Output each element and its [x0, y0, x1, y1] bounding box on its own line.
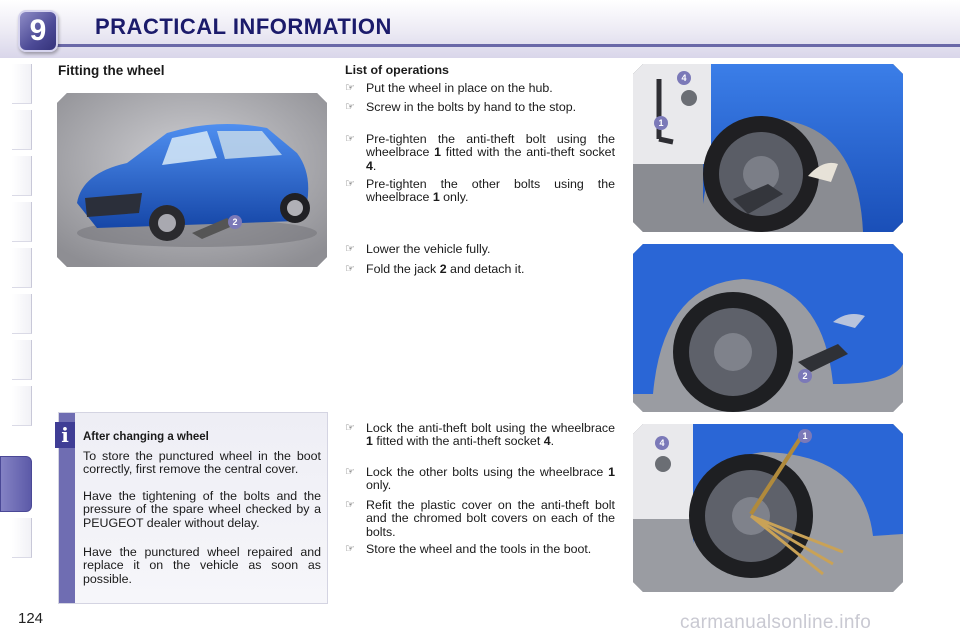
figure-label-1: 1	[654, 116, 668, 130]
watermark: carmanualsonline.info	[680, 612, 872, 633]
car-illustration	[57, 93, 327, 267]
operation-item: ☞ Lock the anti-theft bolt using the wheelbrace 1 fitted with the anti-theft socket 4.	[345, 421, 615, 449]
figure-label-1b: 1	[798, 429, 812, 443]
figure-lower-vehicle	[633, 244, 903, 412]
info-paragraph: Have the punctured wheel repaired and replace it on the vehicle as soon as possible.	[83, 545, 321, 586]
operation-item: ☞ Refit the plastic cover on the anti-theft bolt and the chromed bolt covers on each of the bolts.	[345, 498, 615, 539]
bullet-hand-icon: ☞	[345, 133, 355, 145]
info-paragraph: Have the tightening of the bolts and the pressure of the spare wheel checked by a PEUGEOT dealer without delay.	[83, 489, 321, 530]
operation-item: ☞ Lock the other bolts using the wheelbrace 1 only.	[345, 465, 615, 493]
chapter-tab[interactable]	[12, 386, 32, 426]
chapter-tab[interactable]	[12, 156, 32, 196]
bullet-hand-icon: ☞	[345, 543, 355, 555]
figure-lock-bolts	[633, 424, 903, 592]
operation-item: ☞ Store the wheel and the tools in the boot.	[345, 542, 592, 556]
page-number: 124	[18, 610, 44, 627]
figure-fit-wheel	[633, 64, 903, 232]
page-title: PRACTICAL INFORMATION	[95, 14, 392, 39]
operations-title: List of operations	[345, 63, 449, 77]
operation-item: ☞ Lower the vehicle fully.	[345, 242, 491, 256]
operation-item: ☞ Put the wheel in place on the hub.	[345, 81, 553, 95]
figure-label-2b: 2	[798, 369, 812, 383]
chapter-tab[interactable]	[12, 518, 32, 558]
figure-label-2: 2	[228, 215, 242, 229]
operation-item: ☞ Screw in the bolts by hand to the stop.	[345, 100, 577, 114]
bullet-hand-icon: ☞	[345, 263, 355, 275]
bullet-hand-icon: ☞	[345, 82, 355, 94]
bullet-hand-icon: ☞	[345, 466, 355, 478]
chapter-tabs	[0, 64, 34, 574]
chapter-tab[interactable]	[12, 294, 32, 334]
bullet-hand-icon: ☞	[345, 243, 355, 255]
figure-label-4: 4	[677, 71, 691, 85]
operation-item: ☞ Pre-tighten the anti-theft bolt using the wheelbrace 1 fitted with the anti-theft socket 4.	[345, 132, 616, 173]
chapter-badge: 9	[18, 10, 58, 52]
chapter-tab-active[interactable]	[0, 456, 32, 512]
figure-label-4b: 4	[655, 436, 669, 450]
info-icon: i	[55, 422, 75, 448]
bullet-hand-icon: ☞	[345, 101, 355, 113]
bullet-hand-icon: ☞	[345, 178, 355, 190]
chapter-tab[interactable]	[12, 340, 32, 380]
chapter-tab[interactable]	[12, 248, 32, 288]
bullet-hand-icon: ☞	[345, 422, 355, 434]
chapter-tab[interactable]	[12, 202, 32, 242]
operation-item: ☞ Fold the jack 2 and detach it.	[345, 262, 525, 276]
info-box-title: After changing a wheel	[83, 431, 209, 443]
header-rule	[52, 44, 960, 47]
chapter-tab[interactable]	[12, 64, 32, 104]
info-paragraph: To store the punctured wheel in the boot correctly, first remove the central cover.	[83, 449, 321, 477]
operation-item: ☞ Pre-tighten the other bolts using the wheelbrace 1 only.	[345, 177, 615, 205]
bullet-hand-icon: ☞	[345, 499, 355, 511]
section-title: Fitting the wheel	[58, 63, 165, 78]
chapter-tab[interactable]	[12, 110, 32, 150]
